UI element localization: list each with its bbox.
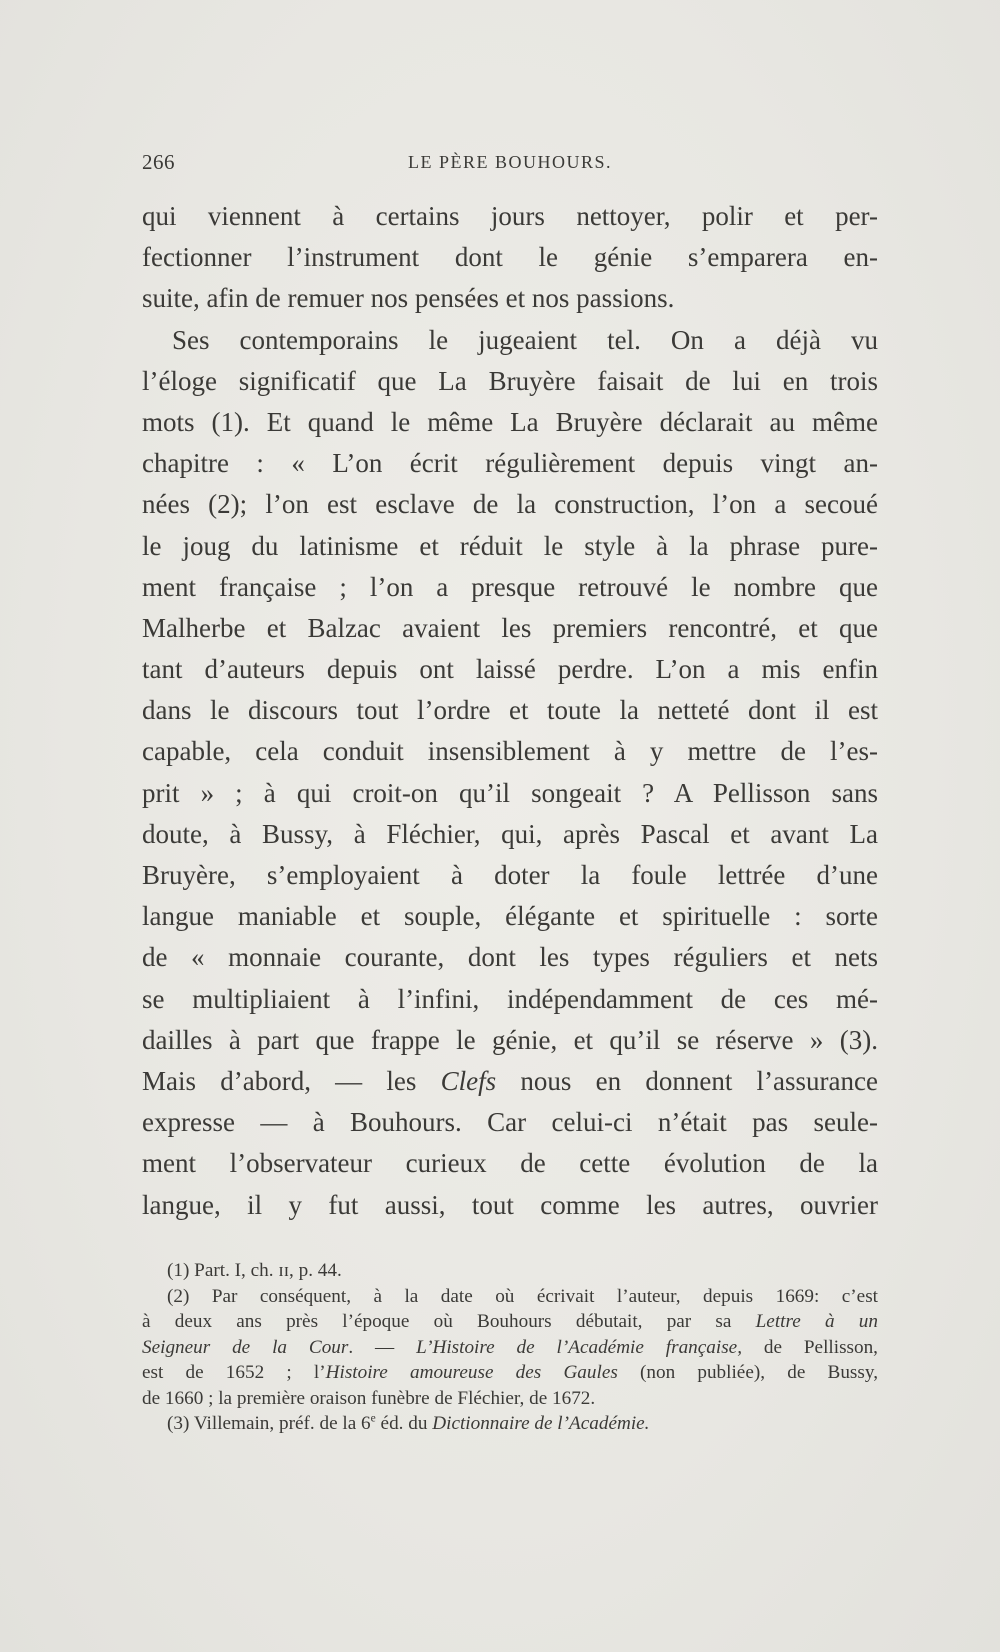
footnote-2-line: de 1660 ; la première oraison funèbre de Fléchier, de 1672. [142, 1387, 596, 1409]
body-text [142, 196, 878, 1226]
italic-title: Histoire amoureuse des Gaules [325, 1362, 618, 1383]
text-line: ment française ; l’on a presque retrouvé le nombre que [142, 571, 878, 602]
italic-title-clefs: Clefs [440, 1065, 497, 1096]
text-line: ment l’observateur curieux de cette évolution de la [142, 1148, 878, 1179]
text-fragment: Mais d’abord, — les [142, 1065, 441, 1096]
text-line: de « monnaie courante, dont les types réguliers et nets [142, 942, 878, 973]
page-number: 266 [142, 150, 175, 174]
text-line: expresse — à Bouhours. Car celui-ci n’était pas seule- [142, 1107, 878, 1138]
text-line: dailles à part que frappe le génie, et qu’il se réserve » (3). [142, 1024, 878, 1055]
text-fragment: de Pellisson, [742, 1336, 878, 1358]
text-line: doute, à Bussy, à Fléchier, qui, après Pascal et avant La [142, 818, 878, 849]
text-line [142, 1061, 878, 1102]
text-line: qui viennent à certains jours nettoyer, polir et per- [142, 201, 878, 231]
running-title: LE PÈRE BOUHOURS. [407, 152, 612, 172]
text-line: dans le discours tout l’ordre et toute la netteté dont il est [142, 695, 878, 726]
text-line: l’éloge significatif que La Bruyère faisait de lui en trois [142, 365, 878, 396]
text-line: nées (2); l’on est esclave de la construction, l’on a secoué [142, 489, 878, 520]
text-line: langue maniable et souple, élégante et spirituelle : sorte [142, 901, 878, 932]
text-line: mots (1). Et quand le même La Bruyère déclarait au même [142, 406, 878, 437]
footnote-2-line [142, 1335, 878, 1361]
footnotes [142, 1258, 878, 1437]
text-line: suite, afin de remuer nos pensées et nos passions. [142, 283, 675, 314]
italic-title: Lettre à un [755, 1311, 878, 1332]
footnote-1: (1) Part. I, ch. ɪɪ, p. 44. [167, 1260, 342, 1281]
text-line: Bruyère, s’employaient à doter la foule lettrée d’une [142, 860, 878, 890]
text-line: fectionner l’instrument dont le génie s’emparera en- [142, 242, 878, 273]
text-fragment: (3) Villemain, préf. de la 6 [167, 1413, 371, 1434]
text-line: le joug du latinisme et réduit le style à la phrase pure- [142, 530, 878, 561]
text-fragment: est de 1652 ; l’ [142, 1362, 326, 1383]
text-line: capable, cela conduit insensiblement à y mettre de l’es- [142, 736, 878, 767]
italic-title: Seigneur de la Cour [142, 1336, 349, 1358]
text-line: se multipliaient à l’infini, indépendamment de ces mé- [142, 983, 878, 1014]
page-header [142, 150, 878, 184]
text-line: prit » ; à qui croit-on qu’il songeait ? A Pellisson sans [142, 777, 878, 808]
text-line: Malherbe et Balzac avaient les premiers rencontré, et que [142, 612, 878, 643]
text-line: tant d’auteurs depuis ont laissé perdre. L’on a mis enfin [142, 654, 878, 685]
text-fragment: (non publiée), de Bussy, [617, 1362, 878, 1383]
footnote-2-line [142, 1309, 878, 1335]
text-fragment: éd. du [375, 1413, 433, 1434]
text-fragment: nous en donnent l’assurance [496, 1065, 878, 1096]
text-fragment: . — [348, 1336, 417, 1358]
italic-title: Dictionnaire de l’Académie. [432, 1413, 650, 1434]
italic-title: L’Histoire de l’Académie française, [416, 1336, 742, 1358]
text-line: Ses contemporains le jugeaient tel. On a déjà vu [172, 324, 878, 355]
text-line: chapitre : « L’on écrit régulièrement depuis vingt an- [142, 448, 878, 479]
footnote-2-line [142, 1360, 878, 1386]
text-line: langue, il y fut aussi, tout comme les autres, ouvrier [142, 1189, 878, 1220]
superscript: e [370, 1412, 376, 1425]
footnote-2-line: (2) Par conséquent, à la date où écrivait l’auteur, depuis 1669: c’est [167, 1285, 878, 1307]
footnote-3 [142, 1411, 878, 1437]
text-fragment: à deux ans près l’époque où Bouhours débutait, par sa [142, 1311, 756, 1332]
